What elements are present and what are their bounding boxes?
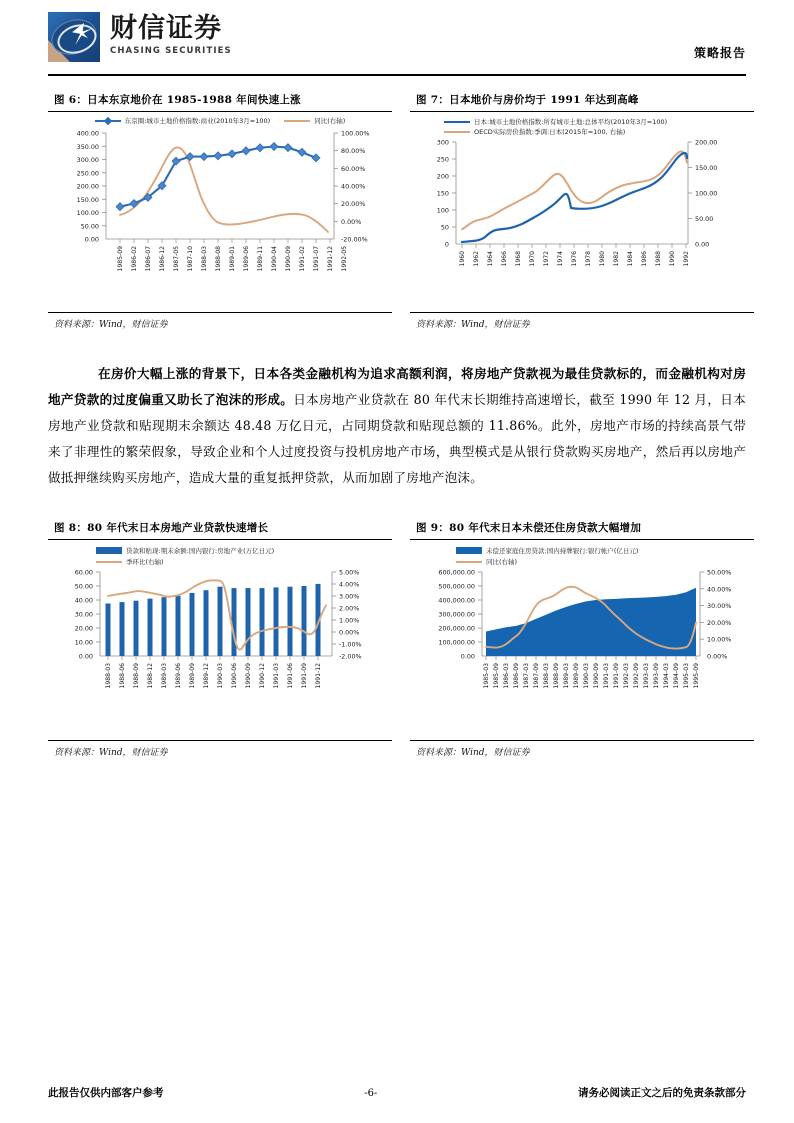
svg-text:500,000.00: 500,000.00 xyxy=(438,582,475,591)
svg-text:300.00: 300.00 xyxy=(76,156,99,165)
svg-text:1989-01: 1989-01 xyxy=(229,246,236,272)
figure-8-plot xyxy=(48,568,392,723)
svg-text:1991-03: 1991-03 xyxy=(273,663,280,689)
figure-9-xaxis-labels xyxy=(483,663,700,689)
svg-text:1990-06: 1990-06 xyxy=(231,663,238,689)
figure-9-source: 资料来源：Wind，财信证券 xyxy=(416,748,530,759)
body-paragraph xyxy=(48,361,746,491)
svg-text:20.00%: 20.00% xyxy=(707,619,732,628)
svg-text:1988-06: 1988-06 xyxy=(119,663,126,689)
svg-text:40.00: 40.00 xyxy=(74,596,93,605)
svg-text:1990-12: 1990-12 xyxy=(259,663,266,689)
svg-text:20.00%: 20.00% xyxy=(341,200,366,209)
legend-swatch-line xyxy=(456,561,482,564)
figure-9-legend xyxy=(410,540,754,568)
svg-text:0.00: 0.00 xyxy=(695,240,710,249)
svg-text:1994-09: 1994-09 xyxy=(673,663,680,689)
svg-text:1989-09: 1989-09 xyxy=(189,663,196,689)
legend-item-realestate-loans xyxy=(96,546,274,555)
svg-text:1991-09: 1991-09 xyxy=(301,663,308,689)
svg-text:1985-09: 1985-09 xyxy=(117,246,124,272)
legend-item-qoq xyxy=(96,557,164,566)
svg-text:0.00%: 0.00% xyxy=(339,628,360,637)
figure-8-bars xyxy=(106,584,321,656)
svg-text:1991-09: 1991-09 xyxy=(613,663,620,689)
svg-text:1988-03: 1988-03 xyxy=(105,663,112,689)
svg-text:1972: 1972 xyxy=(543,251,550,267)
footer-left-note: 此报告仅供内部客户参考 xyxy=(48,1087,164,1099)
figure-7-plot xyxy=(410,138,754,298)
svg-text:1985-09: 1985-09 xyxy=(493,663,500,689)
legend-swatch-line xyxy=(284,120,310,122)
footer-page-number: -6- xyxy=(364,1088,378,1099)
legend-swatch-line xyxy=(95,120,121,122)
svg-text:1992-09: 1992-09 xyxy=(633,663,640,689)
figure-9-chart xyxy=(410,540,754,740)
svg-text:40.00%: 40.00% xyxy=(341,182,366,191)
svg-text:4.00%: 4.00% xyxy=(339,580,360,589)
svg-text:1988-09: 1988-09 xyxy=(133,663,140,689)
svg-text:1992-03: 1992-03 xyxy=(623,663,630,689)
svg-text:60.00: 60.00 xyxy=(74,568,93,577)
svg-text:1988-03: 1988-03 xyxy=(543,663,550,689)
svg-text:1995-03: 1995-03 xyxy=(683,663,690,689)
svg-text:1990-04: 1990-04 xyxy=(271,246,278,272)
svg-text:400.00: 400.00 xyxy=(76,129,99,138)
figure-6-source: 资料来源：Wind，财信证券 xyxy=(54,320,168,331)
legend-label: 东京圈:城市土地价格指数:商业(2010年3月=100) xyxy=(124,117,271,126)
report-type-label: 策略报告 xyxy=(693,46,746,60)
svg-text:1991-02: 1991-02 xyxy=(299,246,306,272)
star-icon xyxy=(72,23,92,45)
svg-text:1989-09: 1989-09 xyxy=(573,663,580,689)
company-logo xyxy=(48,12,232,62)
figure-6-chart xyxy=(48,112,392,312)
svg-text:1986-09: 1986-09 xyxy=(513,663,520,689)
figure-8-svg xyxy=(48,568,392,723)
figure-7-xaxis-labels xyxy=(459,251,690,267)
legend-item-land-index-all xyxy=(444,117,667,126)
svg-text:100.00: 100.00 xyxy=(76,209,99,218)
svg-text:5.00%: 5.00% xyxy=(339,568,360,577)
svg-text:1986: 1986 xyxy=(641,251,648,267)
svg-text:1989-06: 1989-06 xyxy=(175,663,182,689)
svg-text:1988-09: 1988-09 xyxy=(553,663,560,689)
figure-8-xaxis-labels xyxy=(105,663,322,689)
svg-text:1989-03: 1989-03 xyxy=(563,663,570,689)
legend-swatch-bar xyxy=(96,547,122,554)
svg-text:50.00: 50.00 xyxy=(80,222,99,231)
legend-label: 同比(右轴) xyxy=(486,558,518,567)
svg-text:1986-03: 1986-03 xyxy=(503,663,510,689)
legend-label: OECD实际房价指数:季调:日本(2015年=100, 右轴) xyxy=(474,128,626,137)
svg-text:0: 0 xyxy=(444,240,449,249)
svg-text:1960: 1960 xyxy=(459,251,466,267)
svg-text:1990: 1990 xyxy=(669,251,676,267)
header-divider xyxy=(48,74,746,76)
legend-swatch-bar xyxy=(456,547,482,554)
legend-swatch-line xyxy=(96,561,122,564)
svg-text:1988-08: 1988-08 xyxy=(215,246,222,272)
svg-text:250.00: 250.00 xyxy=(76,169,99,178)
figure-9 xyxy=(410,518,754,758)
svg-text:30.00%: 30.00% xyxy=(707,602,732,611)
svg-text:1992-05: 1992-05 xyxy=(341,246,348,272)
svg-text:30.00: 30.00 xyxy=(74,610,93,619)
svg-text:1978: 1978 xyxy=(585,251,592,267)
figure-9-svg xyxy=(410,568,754,723)
svg-text:1990-09: 1990-09 xyxy=(285,246,292,272)
figure-7 xyxy=(410,90,754,330)
page-header xyxy=(48,10,746,72)
svg-text:50.00: 50.00 xyxy=(74,582,93,591)
svg-text:1986-12: 1986-12 xyxy=(159,246,166,272)
legend-label: 未偿还家庭住房贷款:国内持牌银行:银行帐户(亿日元) xyxy=(486,547,639,556)
svg-text:1985-03: 1985-03 xyxy=(483,663,490,689)
svg-text:1.00%: 1.00% xyxy=(339,616,360,625)
legend-item-yoy xyxy=(456,557,517,566)
svg-text:1988-03: 1988-03 xyxy=(201,246,208,272)
svg-text:100: 100 xyxy=(436,206,449,215)
svg-text:-2.00%: -2.00% xyxy=(339,652,362,661)
legend-label: 日本:城市土地价格指数:所有城市土地:总体平均(2010年3月=100) xyxy=(474,118,668,127)
svg-text:100.00%: 100.00% xyxy=(341,129,370,138)
svg-text:150.00: 150.00 xyxy=(695,164,718,173)
svg-text:1993-09: 1993-09 xyxy=(653,663,660,689)
figure-7-svg xyxy=(410,138,754,298)
logo-text-en: CHASING SECURITIES xyxy=(110,46,232,56)
legend-swatch-line xyxy=(444,121,470,124)
figure-8-caption: 图 8：80 年代末日本房地产业贷款快速增长 xyxy=(54,522,269,534)
svg-text:1982: 1982 xyxy=(613,251,620,267)
logo-text-cn: 财信证券 xyxy=(110,13,222,44)
svg-text:-1.00%: -1.00% xyxy=(339,640,362,649)
svg-text:1987-09: 1987-09 xyxy=(533,663,540,689)
svg-text:1989-12: 1989-12 xyxy=(203,663,210,689)
svg-text:1964: 1964 xyxy=(487,251,494,267)
svg-text:1986-02: 1986-02 xyxy=(131,246,138,272)
svg-text:1991-12: 1991-12 xyxy=(315,663,322,689)
figure-8 xyxy=(48,518,392,758)
paragraph-rest: 日本房地产业贷款在 80 年代末长期维持高速增长，截至 1990 年 12 月，日本房地产业贷款和贴现期末余额达 48.48 万亿日元，占同期贷款和贴现总额的 11.86%。此外，房地产市场的持续高景气带来了非理性的繁荣假象，导致企业和个人过度投资与投机房地产市场，典型模式是从银行贷款购买房地产，然后再以房地产做抵押继续购买房地产，造成大量的重复抵押贷款，从而加剧了房地产泡沫。 xyxy=(48,391,746,485)
svg-text:10.00: 10.00 xyxy=(74,638,93,647)
svg-text:1994-03: 1994-03 xyxy=(663,663,670,689)
svg-text:100,000.00: 100,000.00 xyxy=(438,638,475,647)
figure-6 xyxy=(48,90,392,330)
figure-8-source: 资料来源：Wind，财信证券 xyxy=(54,748,168,759)
svg-text:10.00%: 10.00% xyxy=(707,636,732,645)
paragraph-bold-lead: 在房价大幅上涨的背景下，日本各类金融机构为追求高额利润，将房地产贷款视为最佳贷款标的，而金融机构对房地产贷款的过度偏重又助长了泡沫的形成。 xyxy=(48,365,746,407)
svg-text:1990-09: 1990-09 xyxy=(593,663,600,689)
svg-text:1991-12: 1991-12 xyxy=(327,246,334,272)
svg-text:1966: 1966 xyxy=(501,251,508,267)
svg-text:0.00%: 0.00% xyxy=(707,652,728,661)
svg-text:0.00: 0.00 xyxy=(78,652,93,661)
svg-text:100.00: 100.00 xyxy=(695,189,718,198)
legend-item-land-index xyxy=(95,116,270,125)
svg-text:350.00: 350.00 xyxy=(76,143,99,152)
svg-text:1987-03: 1987-03 xyxy=(523,663,530,689)
svg-text:200: 200 xyxy=(436,172,449,181)
svg-text:1990-09: 1990-09 xyxy=(245,663,252,689)
svg-text:1980: 1980 xyxy=(599,251,606,267)
svg-text:50.00%: 50.00% xyxy=(707,568,732,577)
svg-text:1990-03: 1990-03 xyxy=(583,663,590,689)
svg-text:60.00%: 60.00% xyxy=(341,165,366,174)
svg-text:1968: 1968 xyxy=(515,251,522,267)
legend-label: 贷款和贴现:期末余额:国内银行:房地产业(万亿日元) xyxy=(126,547,275,556)
svg-text:1974: 1974 xyxy=(557,251,564,267)
svg-text:1987-05: 1987-05 xyxy=(173,246,180,272)
svg-text:250: 250 xyxy=(436,155,449,164)
svg-text:200,000.00: 200,000.00 xyxy=(438,624,475,633)
svg-text:1986-07: 1986-07 xyxy=(145,246,152,272)
figure-9-plot xyxy=(410,568,754,723)
svg-text:0.00: 0.00 xyxy=(84,235,99,244)
svg-text:1988: 1988 xyxy=(655,251,662,267)
svg-text:20.00: 20.00 xyxy=(74,624,93,633)
svg-text:80.00%: 80.00% xyxy=(341,147,366,156)
legend-item-oecd-house-price xyxy=(444,127,625,136)
figure-7-source: 资料来源：Wind，财信证券 xyxy=(416,320,530,331)
svg-text:1991-03: 1991-03 xyxy=(603,663,610,689)
figure-6-caption: 图 6：日本东京地价在 1985-1988 年间快速上涨 xyxy=(54,94,301,106)
svg-text:0.00%: 0.00% xyxy=(341,218,362,227)
legend-item-yoy xyxy=(284,116,345,125)
svg-text:0.00: 0.00 xyxy=(460,652,475,661)
logo-mark-icon xyxy=(48,12,100,62)
footer-right-note: 请务必阅读正文之后的免责条款部分 xyxy=(578,1087,746,1099)
figure-8-legend xyxy=(48,540,392,568)
legend-label: 季环比(右轴) xyxy=(126,558,164,567)
svg-text:1989-11: 1989-11 xyxy=(257,246,264,272)
figure-9-caption: 图 9：80 年代末日本未偿还住房贷款大幅增加 xyxy=(416,522,642,534)
legend-label: 同比(右轴) xyxy=(314,117,346,126)
svg-text:1990-03: 1990-03 xyxy=(217,663,224,689)
figure-6-svg xyxy=(48,127,392,295)
svg-text:200.00: 200.00 xyxy=(695,138,718,147)
svg-text:1989-06: 1989-06 xyxy=(243,246,250,272)
figure-6-xaxis-labels xyxy=(117,246,348,272)
figure-7-caption: 图 7：日本地价与房价均于 1991 年达到高峰 xyxy=(416,94,639,106)
svg-text:1989-03: 1989-03 xyxy=(161,663,168,689)
svg-text:600,000.00: 600,000.00 xyxy=(438,568,475,577)
svg-text:200.00: 200.00 xyxy=(76,182,99,191)
page-footer xyxy=(48,1085,746,1100)
svg-text:400,000.00: 400,000.00 xyxy=(438,596,475,605)
svg-text:1993-03: 1993-03 xyxy=(643,663,650,689)
svg-text:50.00: 50.00 xyxy=(695,215,714,224)
figure-8-chart xyxy=(48,540,392,740)
svg-text:40.00%: 40.00% xyxy=(707,585,732,594)
svg-text:1988-12: 1988-12 xyxy=(147,663,154,689)
svg-text:1987-10: 1987-10 xyxy=(187,246,194,272)
figure-7-chart xyxy=(410,112,754,312)
svg-text:2.00%: 2.00% xyxy=(339,604,360,613)
svg-text:150: 150 xyxy=(436,189,449,198)
svg-text:3.00%: 3.00% xyxy=(339,592,360,601)
svg-text:50: 50 xyxy=(440,223,449,232)
svg-text:1984: 1984 xyxy=(627,251,634,267)
svg-text:1995-09: 1995-09 xyxy=(693,663,700,689)
svg-text:-20.00%: -20.00% xyxy=(341,235,368,244)
svg-text:1991-07: 1991-07 xyxy=(313,246,320,272)
legend-item-household-mortgage xyxy=(456,546,638,555)
svg-text:300: 300 xyxy=(436,138,449,147)
svg-text:1976: 1976 xyxy=(571,251,578,267)
figure-7-legend xyxy=(410,112,754,138)
legend-swatch-line xyxy=(444,131,470,134)
svg-text:1991-06: 1991-06 xyxy=(287,663,294,689)
svg-text:1962: 1962 xyxy=(473,251,480,267)
svg-text:1992: 1992 xyxy=(683,251,690,267)
svg-text:300,000.00: 300,000.00 xyxy=(438,610,475,619)
figure-6-plot xyxy=(48,127,392,295)
figure-6-legend xyxy=(48,112,392,127)
svg-text:150.00: 150.00 xyxy=(76,196,99,205)
svg-text:1970: 1970 xyxy=(529,251,536,267)
